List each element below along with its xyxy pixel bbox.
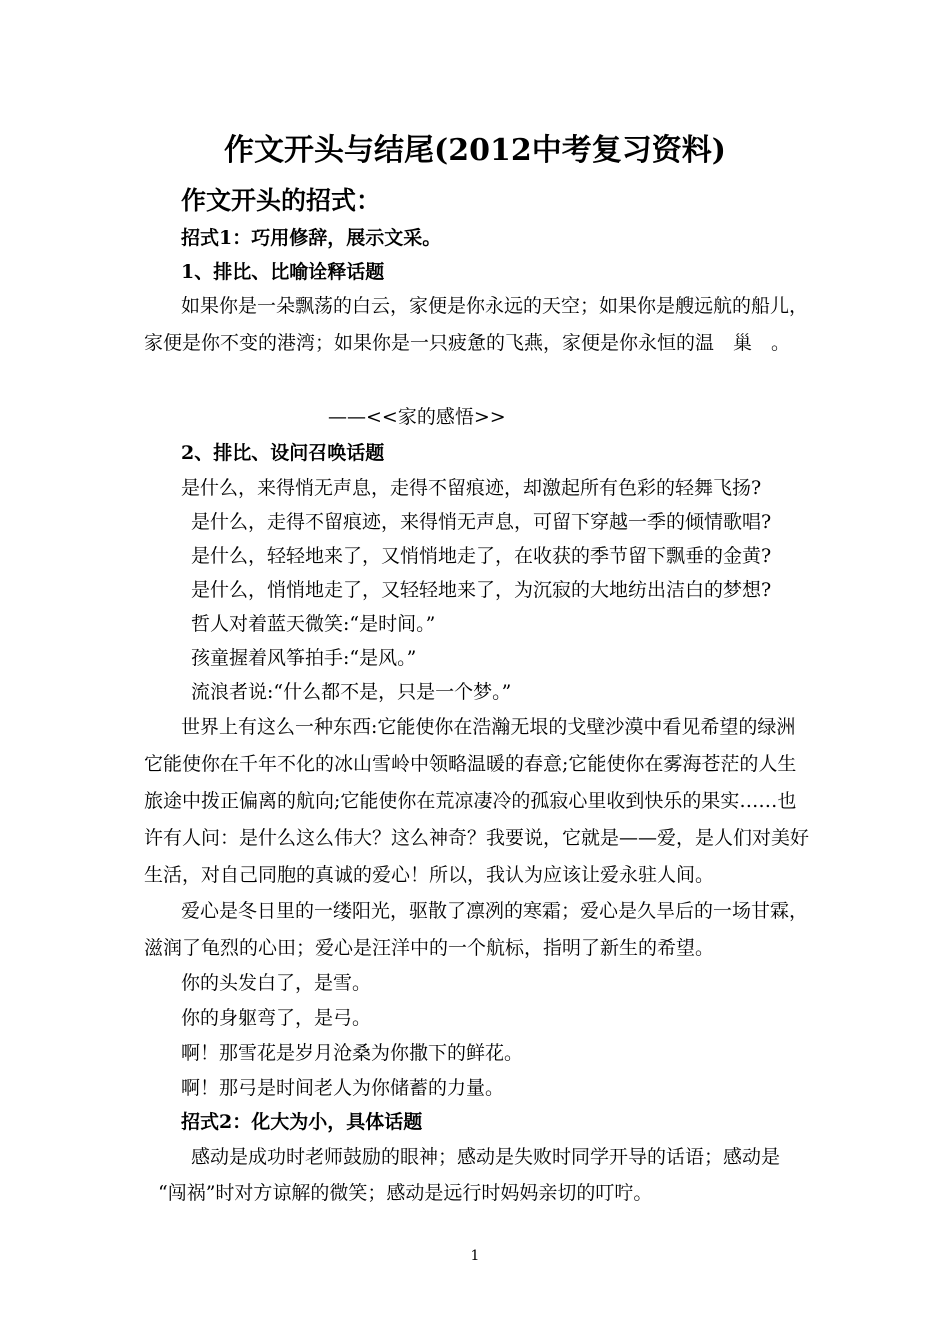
paragraph-line: 滋润了龟烈的心田；爱心是汪洋中的一个航标，指明了新生的希望。	[144, 937, 715, 959]
paragraph-line: 许有人问：是什么这么伟大？这么神奇？我要说，它就是——爱，是人们对美好	[144, 827, 810, 849]
paragraph-line: 世界上有这么一种东西:它能使你在浩瀚无垠的戈壁沙漠中看见希望的绿洲	[181, 716, 796, 738]
paragraph-line: 感动是成功时老师鼓励的眼神；感动是失败时同学开导的话语；感动是	[191, 1146, 781, 1168]
poem-line: 孩童握着风筝拍手:“是风。”	[191, 647, 417, 669]
paragraph-line: 家便是你不变的港湾；如果你是一只疲惫的飞燕，家便是你永恒的温 巢 。	[144, 332, 791, 354]
document-title: 作文开头与结尾(2012中考复习资料)	[224, 133, 726, 168]
poem-line: 你的身躯弯了，是弓。	[181, 1007, 372, 1029]
poem-line: 是什么，轻轻地来了，又悄悄地走了，在收获的季节留下飘垂的金黄?	[191, 545, 772, 567]
paragraph-line: 爱心是冬日里的一缕阳光，驱散了凛冽的寒霜；爱心是久旱后的一场甘霖，	[181, 900, 809, 922]
subheading-1: 1、排比、比喻诠释话题	[181, 261, 385, 283]
poem-line: 是什么，走得不留痕迹，来得悄无声息，可留下穿越一季的倾情歌唱?	[191, 511, 772, 533]
technique-2-heading: 招式2：化大为小，具体话题	[181, 1111, 423, 1133]
source-citation: ——<<家的感悟>>	[328, 406, 506, 428]
paragraph-line: 生活，对自己同胞的真诚的爱心！所以，我认为应该让爱永驻人间。	[144, 864, 715, 886]
poem-line: 流浪者说:“什么都不是，只是一个梦。”	[191, 681, 512, 703]
paragraph-line: 如果你是一朵飘荡的白云，家便是你永远的天空；如果你是艘远航的船儿，	[181, 295, 809, 317]
section-heading: 作文开头的招式：	[181, 186, 382, 215]
poem-line: 是什么，来得悄无声息，走得不留痕迹，却激起所有色彩的轻舞飞扬?	[181, 477, 762, 499]
paragraph-line: “闯祸”时对方谅解的微笑；感动是远行时妈妈亲切的叮咛。	[158, 1182, 653, 1204]
paragraph-line: 它能使你在千年不化的冰山雪岭中领略温暖的春意;它能使你在雾海苍茫的人生	[144, 753, 797, 775]
technique-1-heading: 招式1：巧用修辞，展示文采。	[181, 227, 442, 249]
page-number: 1	[470, 1248, 480, 1264]
poem-line: 是什么，悄悄地走了，又轻轻地来了，为沉寂的大地纺出洁白的梦想?	[191, 579, 772, 601]
paragraph-line: 旅途中拨正偏离的航向;它能使你在荒凉凄冷的孤寂心里收到快乐的果实……也	[144, 790, 797, 812]
subheading-2: 2、排比、设问召唤话题	[181, 442, 385, 464]
poem-line: 哲人对着蓝天微笑:“是时间。”	[191, 613, 436, 635]
poem-line: 啊！那弓是时间老人为你储蓄的力量。	[181, 1077, 505, 1099]
poem-line: 你的头发白了，是雪。	[181, 972, 372, 994]
poem-line: 啊！那雪花是岁月沧桑为你撒下的鲜花。	[181, 1042, 524, 1064]
